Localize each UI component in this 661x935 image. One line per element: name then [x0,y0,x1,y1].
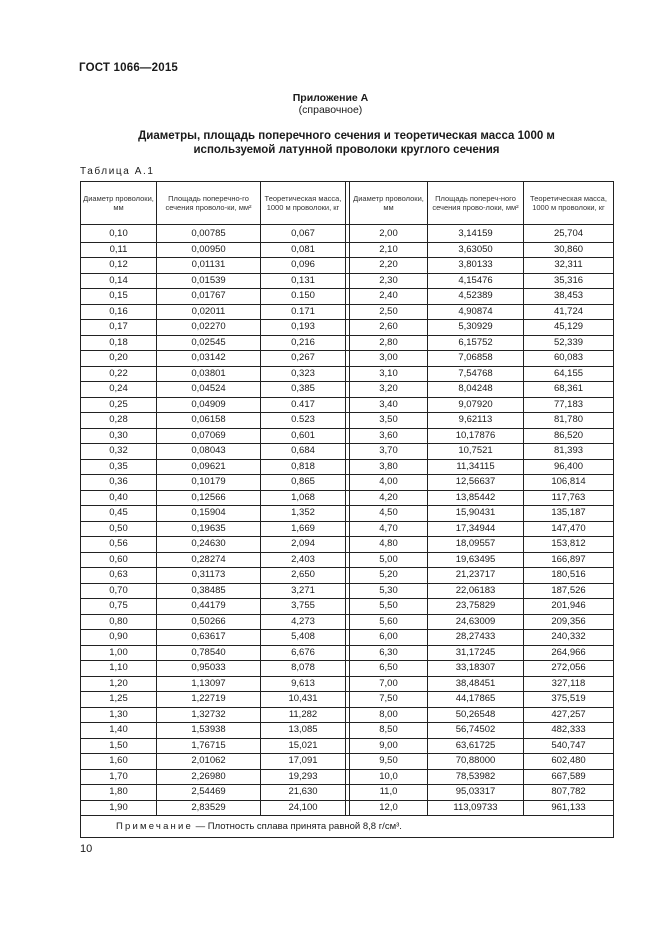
table-row [81,661,614,677]
cell-area: 0,01539 [157,273,261,289]
cell-area: 12,56637 [428,475,524,491]
cell-mass: 0,323 [261,366,346,382]
cell-area: 10,17876 [428,428,524,444]
cell-area: 50,26548 [428,707,524,723]
cell-mass: 0,067 [261,225,346,243]
cell-diameter: 11,0 [350,785,428,801]
table-header-row [81,182,614,225]
cell-area: 0,02545 [157,335,261,351]
cell-area: 0,02011 [157,304,261,320]
cell-diameter: 0,80 [81,614,157,630]
table-row [81,490,614,506]
cell-diameter: 5,30 [350,583,428,599]
cell-mass: 0.417 [261,397,346,413]
cell-mass: 540,747 [524,738,614,754]
table-row [81,475,614,491]
table-row [81,304,614,320]
cell-diameter: 4,20 [350,490,428,506]
cell-area: 0,31173 [157,568,261,584]
cell-diameter: 4,00 [350,475,428,491]
cell-area: 0,04909 [157,397,261,413]
appendix-title: Приложение А [292,92,369,104]
table-row [81,506,614,522]
cell-area: 33,18307 [428,661,524,677]
cell-mass: 1,669 [261,521,346,537]
cell-area: 21,23717 [428,568,524,584]
table-row [81,521,614,537]
cell-mass: 13,085 [261,723,346,739]
cell-mass: 602,480 [524,754,614,770]
cell-diameter: 0,70 [81,583,157,599]
table-row [81,444,614,460]
cell-diameter: 0,16 [81,304,157,320]
table-row [81,707,614,723]
cell-diameter: 8,00 [350,707,428,723]
cell-area: 0,09621 [157,459,261,475]
table-row [81,351,614,367]
cell-area: 2,26980 [157,769,261,785]
cell-diameter: 1,40 [81,723,157,739]
cell-diameter: 0,12 [81,258,157,274]
cell-diameter: 2,20 [350,258,428,274]
table-row [81,645,614,661]
cell-area: 11,34115 [428,459,524,475]
cell-diameter: 0,18 [81,335,157,351]
cell-mass: 153,812 [524,537,614,553]
cell-diameter: 3,20 [350,382,428,398]
cell-area: 0,95033 [157,661,261,677]
cell-mass: 86,520 [524,428,614,444]
table-row [81,289,614,305]
cell-mass: 240,332 [524,630,614,646]
table-row [81,785,614,801]
cell-mass: 0,267 [261,351,346,367]
cell-mass: 2,094 [261,537,346,553]
cell-diameter: 1,25 [81,692,157,708]
header-diameter-right: Диаметр проволоки, мм [350,182,428,225]
table-row [81,692,614,708]
table-row [81,366,614,382]
cell-mass: 147,470 [524,521,614,537]
cell-area: 2,54469 [157,785,261,801]
cell-diameter: 0,40 [81,490,157,506]
cell-area: 0,44179 [157,599,261,615]
cell-diameter: 3,00 [350,351,428,367]
cell-mass: 60,083 [524,351,614,367]
cell-area: 38,48451 [428,676,524,692]
appendix-subtitle: (справочное) [298,104,363,116]
cell-mass: 4,273 [261,614,346,630]
cell-diameter: 1,00 [81,645,157,661]
cell-mass: 272,056 [524,661,614,677]
cell-diameter: 3,80 [350,459,428,475]
cell-area: 1,22719 [157,692,261,708]
cell-diameter: 9,50 [350,754,428,770]
cell-area: 23,75829 [428,599,524,615]
cell-mass: 35,316 [524,273,614,289]
cell-diameter: 6,30 [350,645,428,661]
cell-diameter: 6,00 [350,630,428,646]
cell-mass: 0,385 [261,382,346,398]
cell-mass: 0.523 [261,413,346,429]
cell-mass: 0,216 [261,335,346,351]
cell-mass: 52,339 [524,335,614,351]
table-row [81,413,614,429]
cell-mass: 3,755 [261,599,346,615]
cell-area: 0,03142 [157,351,261,367]
cell-area: 9,62113 [428,413,524,429]
header-area-left: Площадь поперечно-го сечения проволо-ки, мм² [157,182,261,225]
table-row [81,320,614,336]
cell-diameter: 3,50 [350,413,428,429]
cell-diameter: 1,60 [81,754,157,770]
header-mass-left: Теоретическая масса, 1000 м проволоки, кг [261,182,346,225]
cell-mass: 106,814 [524,475,614,491]
cell-diameter: 1,20 [81,676,157,692]
cell-area: 2,01062 [157,754,261,770]
cell-area: 22,06183 [428,583,524,599]
wire-data-table [80,181,614,838]
cell-area: 3,80133 [428,258,524,274]
note-label: Примечание [116,821,193,832]
cell-area: 0,10179 [157,475,261,491]
cell-area: 0,24630 [157,537,261,553]
cell-area: 0,19635 [157,521,261,537]
cell-diameter: 0,25 [81,397,157,413]
cell-mass: 482,333 [524,723,614,739]
cell-mass: 10,431 [261,692,346,708]
cell-diameter: 1,90 [81,800,157,816]
table-row [81,614,614,630]
cell-area: 78,53982 [428,769,524,785]
table-note-row [81,816,614,838]
cell-diameter: 0,60 [81,552,157,568]
cell-mass: 187,526 [524,583,614,599]
cell-area: 15,90431 [428,506,524,522]
cell-diameter: 3,40 [350,397,428,413]
cell-area: 0,01767 [157,289,261,305]
cell-mass: 38,453 [524,289,614,305]
cell-mass: 8,078 [261,661,346,677]
cell-diameter: 2,00 [350,225,428,243]
table-row [81,382,614,398]
cell-diameter: 5,50 [350,599,428,615]
cell-diameter: 1,80 [81,785,157,801]
cell-mass: 3,271 [261,583,346,599]
cell-area: 1,13097 [157,676,261,692]
cell-mass: 81,393 [524,444,614,460]
cell-mass: 1,068 [261,490,346,506]
cell-mass: 0,684 [261,444,346,460]
cell-mass: 0,601 [261,428,346,444]
cell-area: 95,03317 [428,785,524,801]
cell-area: 3,14159 [428,225,524,243]
cell-diameter: 1,50 [81,738,157,754]
cell-area: 7,06858 [428,351,524,367]
cell-mass: 0,096 [261,258,346,274]
table-row [81,428,614,444]
note-text: — Плотность сплава принята равной 8,8 г/см³. [193,821,402,832]
cell-area: 5,30929 [428,320,524,336]
cell-area: 1,76715 [157,738,261,754]
cell-mass: 375,519 [524,692,614,708]
cell-area: 63,61725 [428,738,524,754]
table-row [81,242,614,258]
cell-area: 0,00785 [157,225,261,243]
table-note [81,816,614,838]
table-row [81,335,614,351]
cell-area: 0,38485 [157,583,261,599]
cell-mass: 961,133 [524,800,614,816]
cell-area: 70,88000 [428,754,524,770]
table-row [81,769,614,785]
cell-diameter: 2,40 [350,289,428,305]
cell-area: 0,08043 [157,444,261,460]
cell-diameter: 0,20 [81,351,157,367]
cell-diameter: 7,50 [350,692,428,708]
cell-diameter: 12,0 [350,800,428,816]
cell-diameter: 2,80 [350,335,428,351]
cell-mass: 77,183 [524,397,614,413]
table-row [81,583,614,599]
cell-diameter: 0,17 [81,320,157,336]
cell-mass: 117,763 [524,490,614,506]
cell-mass: 0.150 [261,289,346,305]
cell-area: 113,09733 [428,800,524,816]
cell-diameter: 9,00 [350,738,428,754]
table-label: Таблица А.1 [80,166,155,177]
cell-diameter: 0,15 [81,289,157,305]
cell-area: 9,07920 [428,397,524,413]
table-row [81,676,614,692]
cell-area: 0,04524 [157,382,261,398]
cell-diameter: 2,60 [350,320,428,336]
cell-area: 0,50266 [157,614,261,630]
cell-area: 6,15752 [428,335,524,351]
cell-area: 4,15476 [428,273,524,289]
page-number: 10 [80,843,93,855]
table-row [81,630,614,646]
cell-mass: 41,724 [524,304,614,320]
cell-area: 56,74502 [428,723,524,739]
table-row [81,723,614,739]
cell-area: 0,15904 [157,506,261,522]
cell-mass: 32,311 [524,258,614,274]
cell-mass: 21,630 [261,785,346,801]
table-row [81,397,614,413]
cell-diameter: 6,50 [350,661,428,677]
table-row [81,552,614,568]
cell-diameter: 2,10 [350,242,428,258]
standard-code: ГОСТ 1066—2015 [79,62,179,74]
cell-mass: 81,780 [524,413,614,429]
cell-diameter: 0,56 [81,537,157,553]
cell-area: 0,63617 [157,630,261,646]
header-area-right: Площадь попереч-ного сечения прово-локи, мм² [428,182,524,225]
cell-area: 18,09557 [428,537,524,553]
cell-mass: 0,131 [261,273,346,289]
cell-diameter: 3,60 [350,428,428,444]
header-diameter-left: Диаметр проволоки, мм [81,182,157,225]
cell-mass: 9,613 [261,676,346,692]
cell-diameter: 1,30 [81,707,157,723]
cell-mass: 327,118 [524,676,614,692]
cell-mass: 68,361 [524,382,614,398]
cell-diameter: 0,11 [81,242,157,258]
cell-mass: 64,155 [524,366,614,382]
cell-mass: 0,081 [261,242,346,258]
cell-diameter: 5,00 [350,552,428,568]
table-row [81,537,614,553]
table-row [81,568,614,584]
cell-diameter: 4,80 [350,537,428,553]
cell-diameter: 0,24 [81,382,157,398]
cell-diameter: 7,00 [350,676,428,692]
cell-mass: 180,516 [524,568,614,584]
table-row [81,800,614,816]
table-row [81,225,614,243]
cell-area: 0,00950 [157,242,261,258]
cell-mass: 0,818 [261,459,346,475]
header-mass-right: Теоретическая масса, 1000 м проволоки, кг [524,182,614,225]
cell-area: 7,54768 [428,366,524,382]
cell-mass: 17,091 [261,754,346,770]
cell-diameter: 10,0 [350,769,428,785]
cell-area: 3,63050 [428,242,524,258]
cell-diameter: 1,70 [81,769,157,785]
cell-area: 1,53938 [157,723,261,739]
cell-mass: 6,676 [261,645,346,661]
cell-diameter: 0,28 [81,413,157,429]
table-row [81,459,614,475]
cell-mass: 135,187 [524,506,614,522]
cell-mass: 0,193 [261,320,346,336]
cell-diameter: 8,50 [350,723,428,739]
cell-diameter: 0,14 [81,273,157,289]
cell-diameter: 2,50 [350,304,428,320]
table-row [81,273,614,289]
cell-diameter: 0,35 [81,459,157,475]
cell-area: 0,01131 [157,258,261,274]
table-row [81,738,614,754]
cell-mass: 25,704 [524,225,614,243]
cell-area: 4,90874 [428,304,524,320]
cell-mass: 1,352 [261,506,346,522]
cell-mass: 15,021 [261,738,346,754]
cell-area: 44,17865 [428,692,524,708]
cell-area: 0,02270 [157,320,261,336]
cell-mass: 19,293 [261,769,346,785]
cell-area: 0,28274 [157,552,261,568]
cell-mass: 807,782 [524,785,614,801]
cell-mass: 11,282 [261,707,346,723]
cell-area: 0,07069 [157,428,261,444]
cell-diameter: 4,70 [350,521,428,537]
cell-area: 13,85442 [428,490,524,506]
cell-mass: 0,865 [261,475,346,491]
cell-mass: 24,100 [261,800,346,816]
doc-title-line2: используемой латунной проволоки круглого сечения [193,144,500,156]
table-row [81,754,614,770]
cell-diameter: 0,75 [81,599,157,615]
cell-diameter: 2,30 [350,273,428,289]
cell-area: 31,17245 [428,645,524,661]
cell-area: 17,34944 [428,521,524,537]
cell-diameter: 0,45 [81,506,157,522]
cell-mass: 427,257 [524,707,614,723]
cell-area: 1,32732 [157,707,261,723]
cell-area: 2,83529 [157,800,261,816]
cell-area: 10,7521 [428,444,524,460]
cell-diameter: 3,70 [350,444,428,460]
cell-diameter: 0,36 [81,475,157,491]
cell-diameter: 5,20 [350,568,428,584]
cell-area: 19,63495 [428,552,524,568]
cell-area: 0,06158 [157,413,261,429]
cell-area: 24,63009 [428,614,524,630]
cell-diameter: 0,50 [81,521,157,537]
cell-diameter: 1,10 [81,661,157,677]
cell-diameter: 3,10 [350,366,428,382]
cell-diameter: 0,30 [81,428,157,444]
cell-area: 0,12566 [157,490,261,506]
table-row [81,258,614,274]
cell-diameter: 4,50 [350,506,428,522]
cell-diameter: 0,32 [81,444,157,460]
cell-mass: 667,589 [524,769,614,785]
cell-diameter: 5,60 [350,614,428,630]
cell-mass: 264,966 [524,645,614,661]
table-row [81,599,614,615]
cell-diameter: 0,63 [81,568,157,584]
cell-mass: 2,650 [261,568,346,584]
cell-diameter: 0,22 [81,366,157,382]
cell-mass: 96,400 [524,459,614,475]
cell-diameter: 0,10 [81,225,157,243]
doc-title-line1: Диаметры, площадь поперечного сечения и теоретическая масса 1000 м [138,130,555,142]
cell-area: 0,03801 [157,366,261,382]
cell-mass: 2,403 [261,552,346,568]
cell-area: 8,04248 [428,382,524,398]
cell-area: 28,27433 [428,630,524,646]
cell-area: 4,52389 [428,289,524,305]
cell-mass: 30,860 [524,242,614,258]
cell-mass: 201,946 [524,599,614,615]
cell-area: 0,78540 [157,645,261,661]
cell-mass: 166,897 [524,552,614,568]
cell-mass: 45,129 [524,320,614,336]
cell-diameter: 0,90 [81,630,157,646]
cell-mass: 209,356 [524,614,614,630]
cell-mass: 0.171 [261,304,346,320]
cell-mass: 5,408 [261,630,346,646]
